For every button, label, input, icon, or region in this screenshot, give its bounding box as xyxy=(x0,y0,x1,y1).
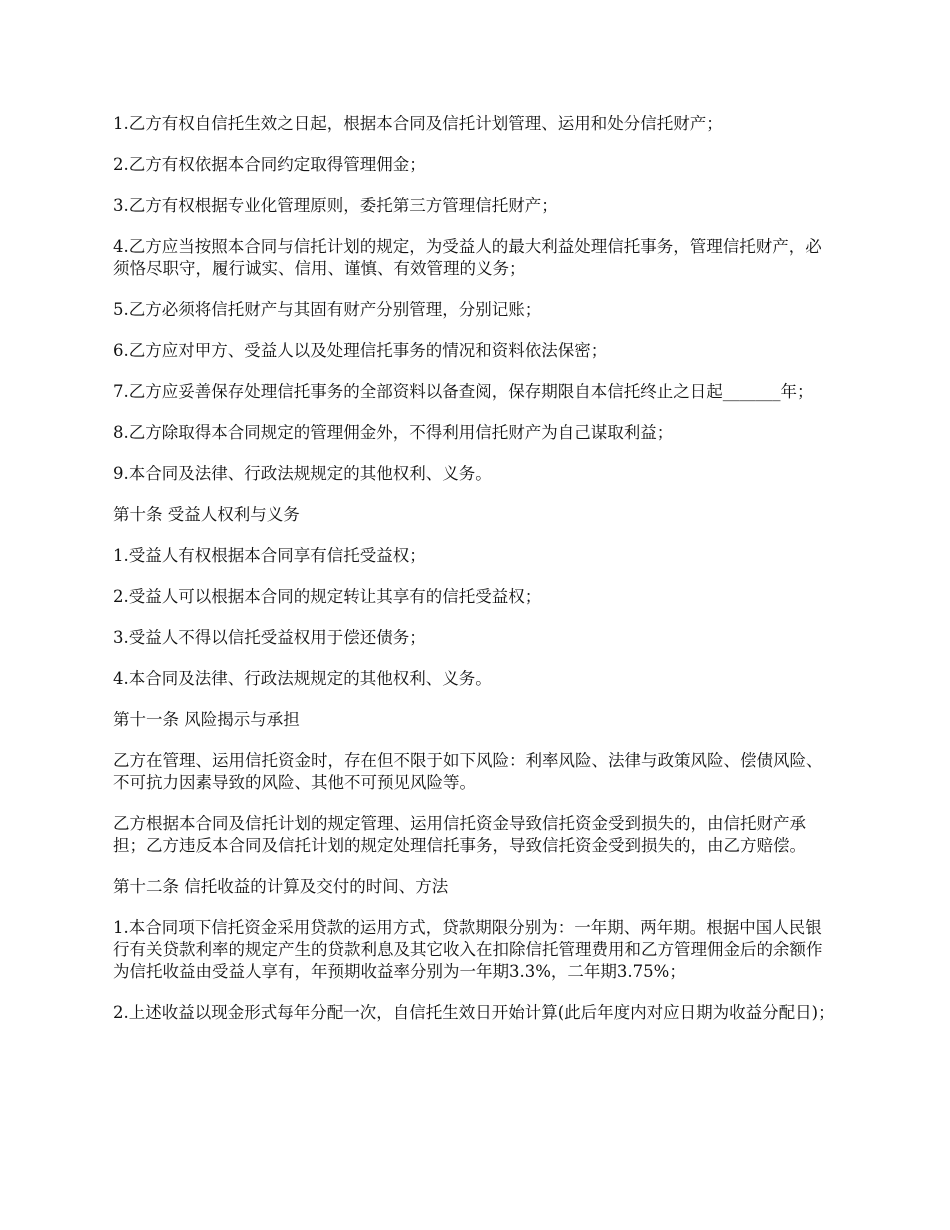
paragraph-10: 1.受益人有权根据本合同享有信托受益权； xyxy=(113,546,426,565)
paragraph-3: 3.乙方有权根据专业化管理原则，委托第三方管理信托财产； xyxy=(113,196,558,215)
paragraph-15: 乙方根据本合同及信托计划的规定管理、运用信托资金导致信托资金受到损失的，由信托财产承担；乙方违反本合同及信托计划的规定处理信托事务，导致信托资金受到损失的，由乙方赔偿。 xyxy=(113,814,806,855)
paragraph-7: 7.乙方应妥善保存处理信托事务的全部资料以备查阅，保存期限自本信托终止之日起_______年； xyxy=(113,382,814,401)
section-heading-article-10: 第十条 受益人权利与义务 xyxy=(113,505,300,524)
paragraph-4: 4.乙方应当按照本合同与信托计划的规定，为受益人的最大利益处理信托事务，管理信托财产，必须恪尽职守，履行诚实、信用、谨慎、有效管理的义务； xyxy=(113,237,822,278)
paragraph-6: 6.乙方应对甲方、受益人以及处理信托事务的情况和资料依法保密； xyxy=(113,341,608,360)
section-heading-article-12: 第十二条 信托收益的计算及交付的时间、方法 xyxy=(113,877,449,896)
document-page xyxy=(113,113,837,1043)
paragraph-11: 2.受益人可以根据本合同的规定转让其享有的信托受益权； xyxy=(113,587,542,606)
paragraph-2: 2.乙方有权依据本合同约定取得管理佣金； xyxy=(113,155,426,174)
paragraph-5: 5.乙方必须将信托财产与其固有财产分别管理，分别记账； xyxy=(113,300,542,319)
paragraph-16: 1.本合同项下信托资金采用贷款的运用方式，贷款期限分别为：一年期、两年期。根据中国人民银行有关贷款利率的规定产生的贷款利息及其它收入在扣除信托管理费用和乙方管理佣金后的余额作为信托收益由受益人享有，年预期收益率分别为一年期3.3%，二年期3.75%； xyxy=(113,918,823,981)
paragraph-12: 3.受益人不得以信托受益权用于偿还债务； xyxy=(113,628,426,647)
paragraph-14: 乙方在管理、运用信托资金时，存在但不限于如下风险：利率风险、法律与政策风险、偿债风险、不可抗力因素导致的风险、其他不可预见风险等。 xyxy=(113,751,823,792)
paragraph-1: 1.乙方有权自信托生效之日起，根据本合同及信托计划管理、运用和处分信托财产； xyxy=(113,114,723,133)
paragraph-9: 9.本合同及法律、行政法规规定的其他权利、义务。 xyxy=(113,464,492,483)
section-heading-article-11: 第十一条 风险揭示与承担 xyxy=(113,710,300,729)
paragraph-17: 2.上述收益以现金形式每年分配一次，自信托生效日开始计算(此后年度内对应日期为收益分配日)； xyxy=(113,1003,835,1022)
paragraph-13: 4.本合同及法律、行政法规规定的其他权利、义务。 xyxy=(113,669,492,688)
paragraph-8: 8.乙方除取得本合同规定的管理佣金外，不得利用信托财产为自己谋取利益； xyxy=(113,423,674,442)
